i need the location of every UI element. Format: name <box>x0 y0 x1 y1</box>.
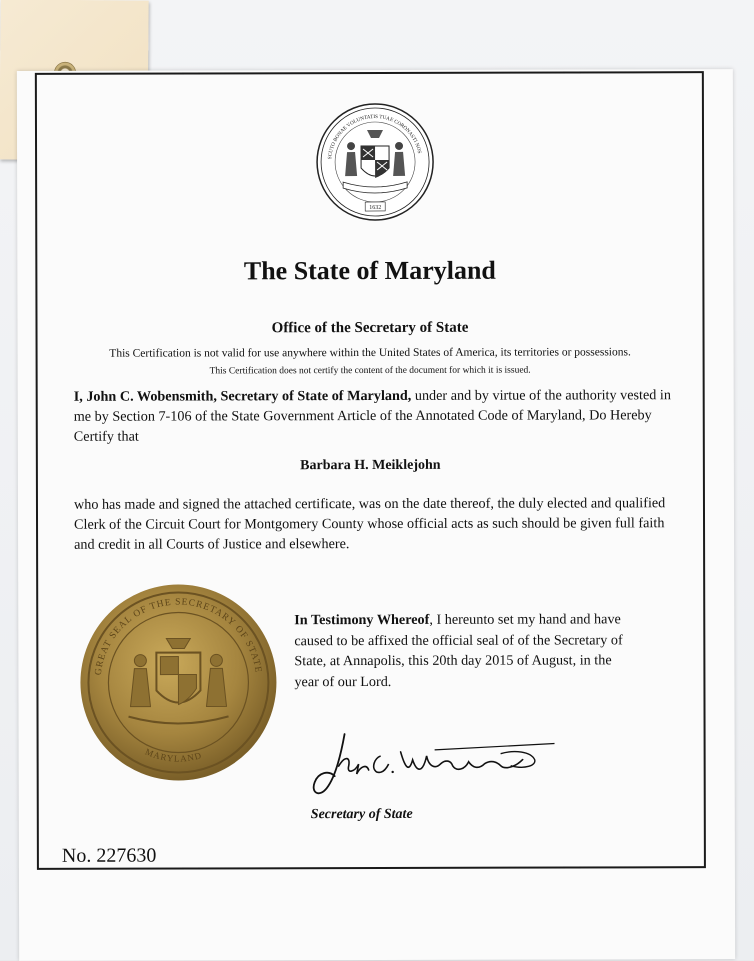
validity-notice: This Certification is not valid for use anywhere within the United States of America, its territories or possessions. <box>109 346 631 360</box>
document-title: The State of Maryland <box>243 255 496 286</box>
gold-seal-state: MARYLAND <box>143 746 204 764</box>
office-heading: Office of the Secretary of State <box>271 319 469 337</box>
content-notice: This Certification does not certify the content of the document for which it is issued. <box>209 365 531 377</box>
document-number: No. 227630 <box>61 844 157 867</box>
signature-caption: Secretary of State <box>310 806 413 823</box>
certification-intro <box>74 385 674 447</box>
seal-year: 1632 <box>369 204 382 212</box>
gold-seal-icon <box>78 582 279 783</box>
intro-bold: I, John C. Wobensmith, Secretary of State of Maryland, <box>73 387 412 405</box>
intro-text: under and by virtue of the authority vested in me by Section 7-106 of the State Government Article of the Annotated Code of Maryland, Do Hereby Certify that <box>73 387 671 445</box>
secretary-signature <box>305 726 555 807</box>
gold-seal-text: GREAT SEAL OF THE SECRETARY OF STATE <box>93 597 263 676</box>
certificate-border <box>35 71 706 870</box>
certified-official-name: Barbara H. Meiklejohn <box>300 457 441 474</box>
seal-motto: SCUTO BONAE VOLUNTATIS TUAE CORONASTI NOS <box>327 113 423 160</box>
testimony-clause <box>294 609 624 692</box>
certification-body: who has made and signed the attached certificate, was on the date thereof, the duly elected and qualified Clerk of the Circuit Court for Montgomery County whose official acts as such should be given full faith and credit in all Courts of Justice and elsewhere. <box>73 495 666 553</box>
testimony-bold: In Testimony Whereof <box>294 611 430 629</box>
maryland-seal-icon <box>315 102 435 222</box>
certificate-page <box>17 69 735 961</box>
testimony-text: , I hereunto set my hand and have caused to be affixed the official seal of of the Secretary of State, at Annapolis, this 20th day 2015 of August, in the year of our Lord. <box>294 611 623 690</box>
